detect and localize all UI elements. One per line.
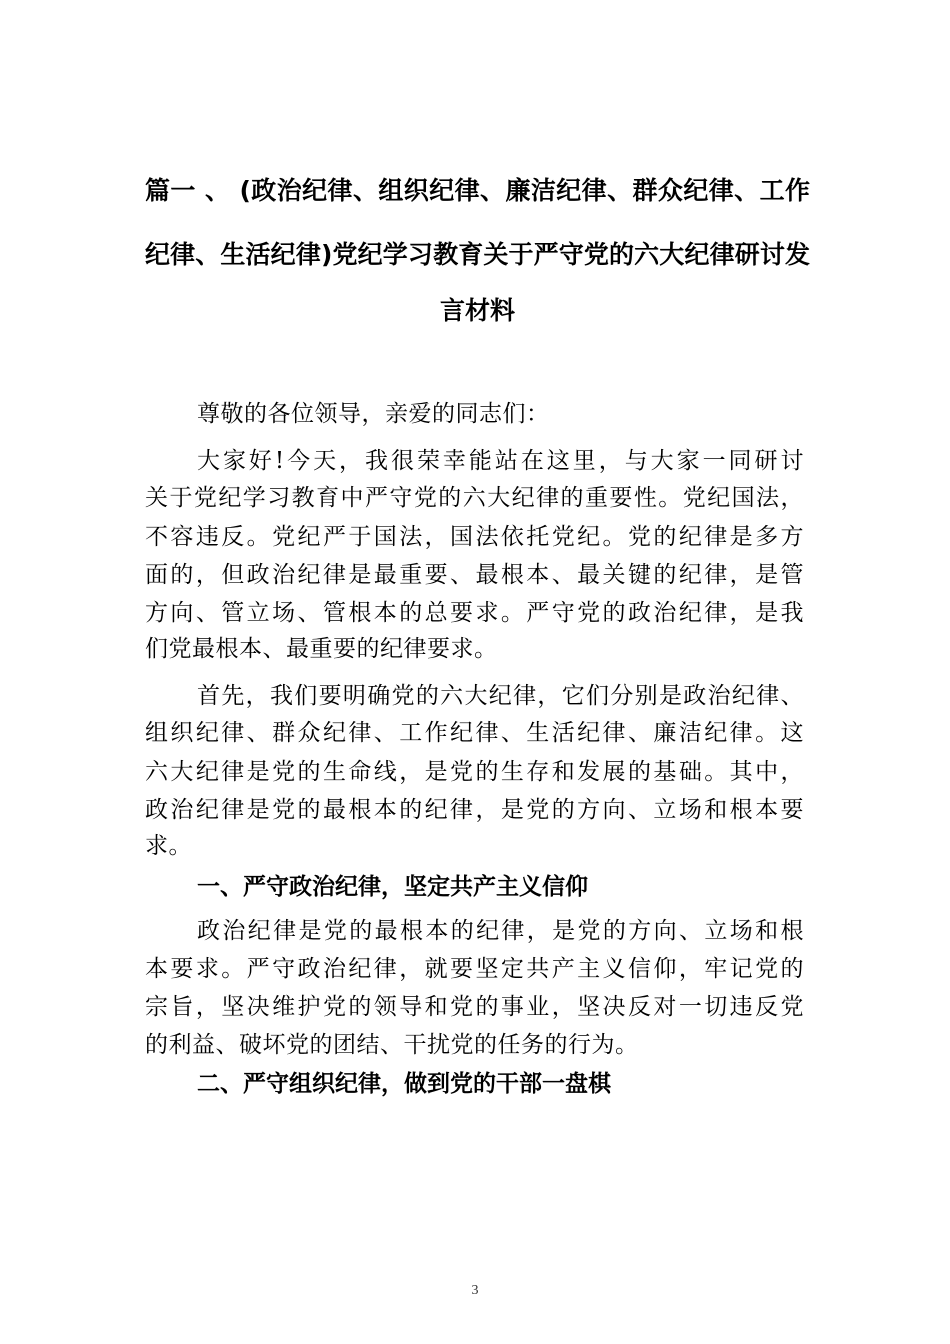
paragraph-3-line-1: 政治纪律是党的最根本的纪律，是党的方向、立场和根 [197, 918, 804, 944]
page-number: 3 [471, 1283, 479, 1298]
paragraph-2-line-4: 政治纪律是党的最根本的纪律，是党的方向、立场和根本要 [145, 797, 804, 823]
paragraph-1-line-2: 关于党纪学习教育中严守党的六大纪律的重要性。党纪国法， [145, 485, 804, 511]
document-title-line-2: 纪律、生活纪律)党纪学习教育关于严守党的六大纪律研讨发 [145, 240, 810, 269]
document-title-line-1: 篇一 、 (政治纪律、组织纪律、廉洁纪律、群众纪律、工作 [145, 176, 810, 205]
section-heading-1: 一、严守政治纪律，坚定共产主义信仰 [197, 874, 588, 900]
salutation: 尊敬的各位领导，亲爱的同志们： [197, 401, 550, 427]
paragraph-1-line-6: 们党最根本、最重要的纪律要求。 [145, 636, 498, 662]
paragraph-2-line-3: 六大纪律是党的生命线，是党的生存和发展的基础。其中， [145, 759, 804, 785]
paragraph-2-line-2: 组织纪律、群众纪律、工作纪律、生活纪律、廉洁纪律。这 [145, 720, 804, 746]
section-heading-2: 二、严守组织纪律，做到党的干部一盘棋 [197, 1071, 611, 1097]
paragraph-2-line-1: 首先，我们要明确党的六大纪律，它们分别是政治纪律、 [197, 683, 804, 709]
paragraph-1-line-1: 大家好!今天，我很荣幸能站在这里，与大家一同研讨 [197, 448, 804, 474]
paragraph-3-line-3: 宗旨，坚决维护党的领导和党的事业，坚决反对一切违反党 [145, 994, 804, 1020]
paragraph-3-line-4: 的利益、破坏党的团结、干扰党的任务的行为。 [145, 1032, 639, 1058]
paragraph-2-line-5: 求。 [145, 833, 192, 859]
paragraph-1-line-3: 不容违反。党纪严于国法，国法依托党纪。党的纪律是多方 [145, 524, 804, 550]
document-title-line-3: 言材料 [439, 296, 515, 325]
paragraph-3-line-2: 本要求。严守政治纪律，就要坚定共产主义信仰，牢记党的 [145, 956, 804, 982]
paragraph-1-line-4: 面的，但政治纪律是最重要、最根本、最关键的纪律，是管 [145, 562, 804, 588]
paragraph-1-line-5: 方向、管立场、管根本的总要求。严守党的政治纪律，是我 [145, 600, 804, 626]
